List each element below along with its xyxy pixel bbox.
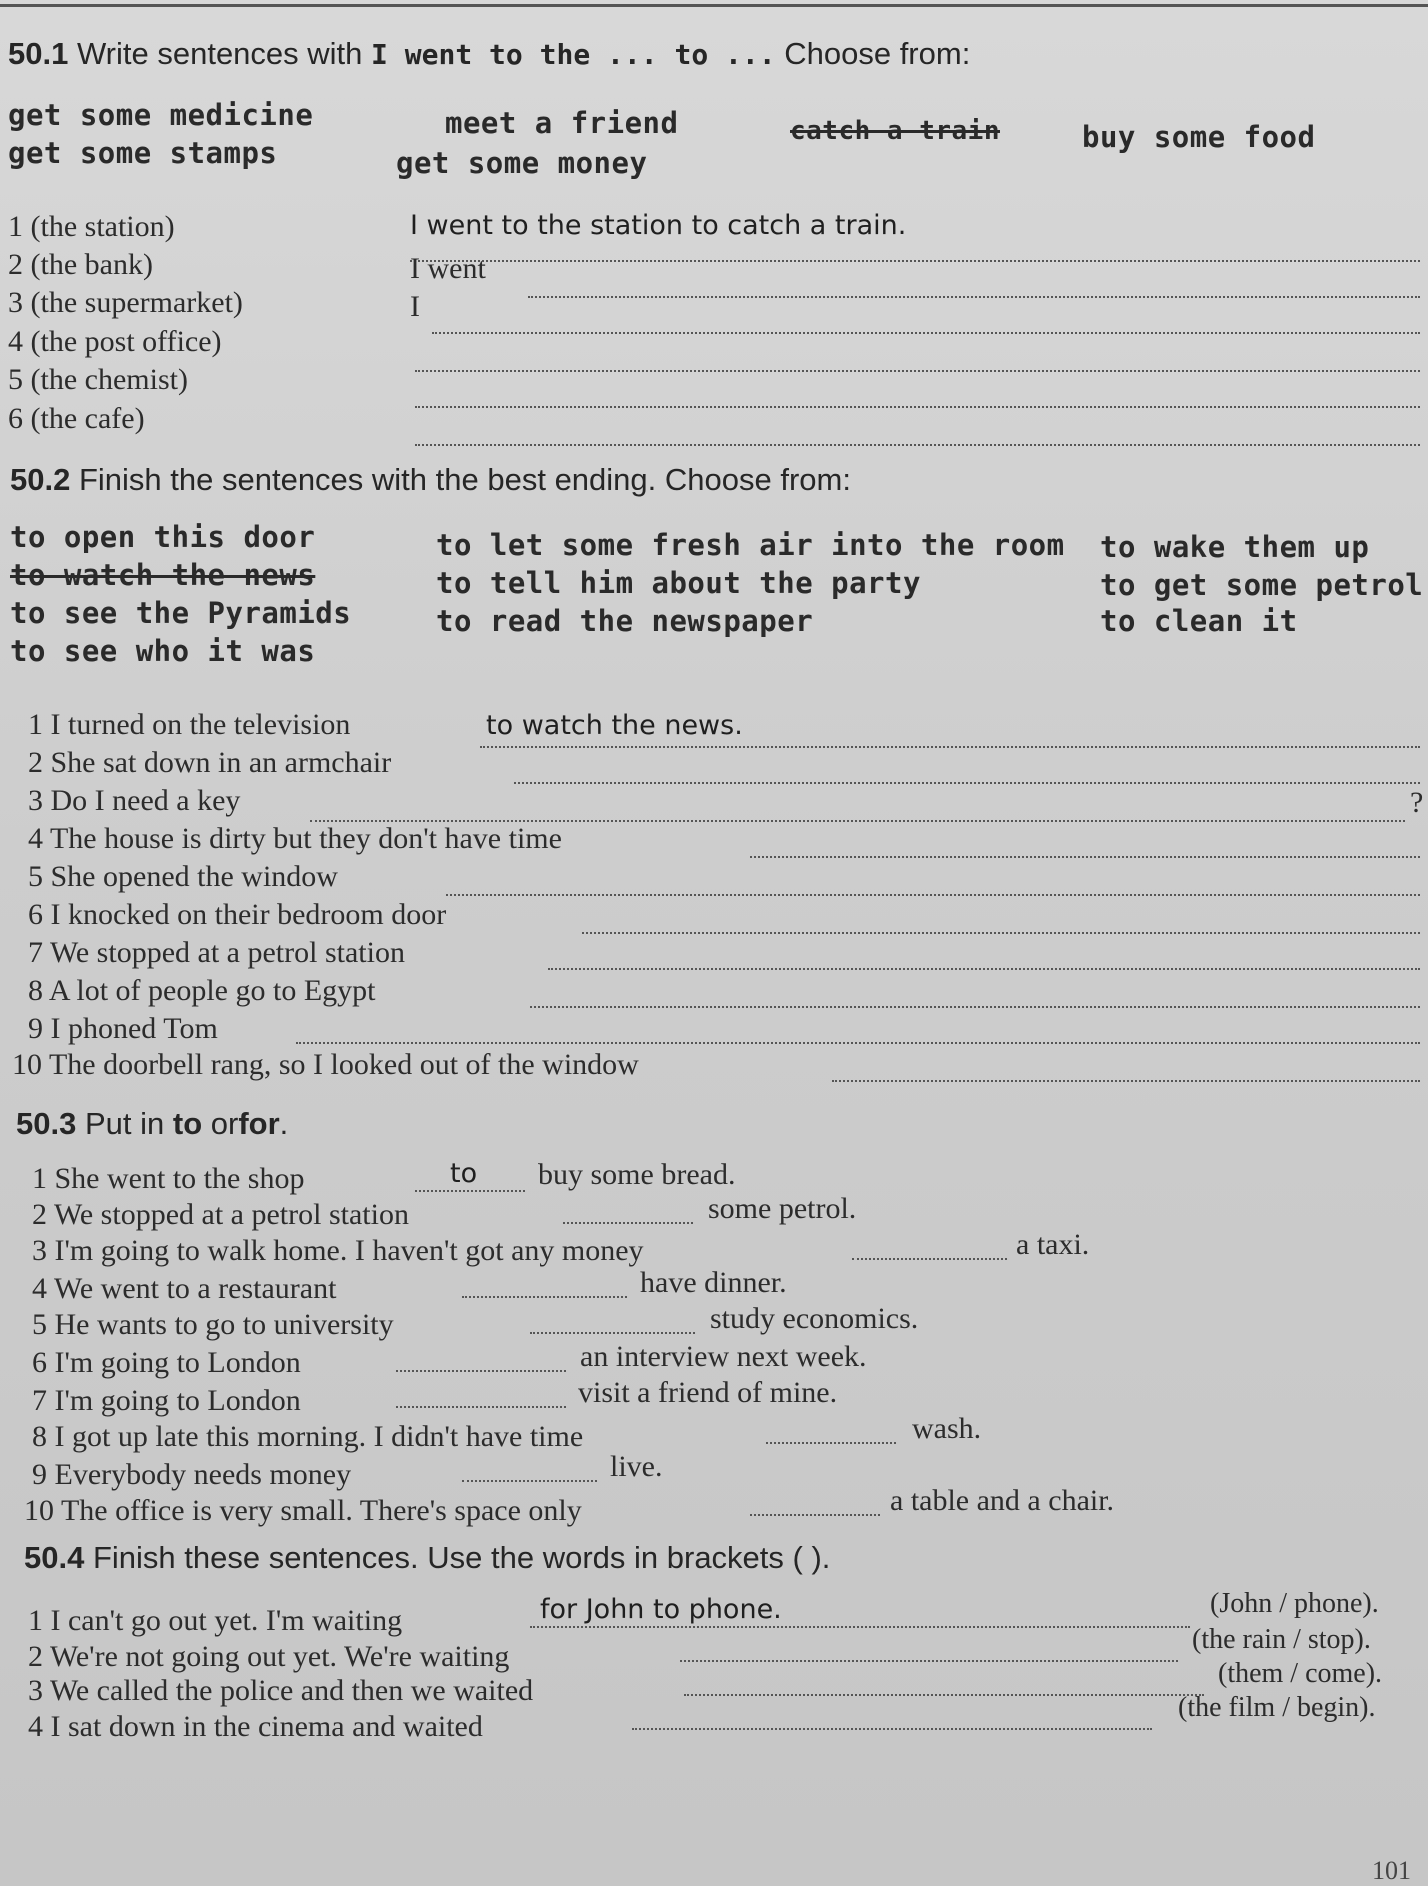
ex50-3-item-before: 2 We stopped at a petrol station: [32, 1198, 409, 1231]
exercise-50-4-heading: [24, 1540, 830, 1576]
answer-line: [462, 1296, 627, 1298]
option-get-some-money: get some money: [396, 146, 648, 180]
ex50-3-item-before: 4 We went to a restaurant: [32, 1272, 337, 1305]
answer-line: [396, 1370, 566, 1372]
ex50-3-item-after: wash.: [912, 1412, 982, 1445]
answer-line: [415, 1190, 525, 1192]
option-to-clean-it: to clean it: [1100, 604, 1298, 638]
ex50-1-item-label: 5 (the chemist): [8, 363, 188, 396]
ex50-2-item-text: 10 The doorbell rang, so I looked out of the window: [12, 1048, 639, 1081]
ex50-1-item-label: 3 (the supermarket): [8, 286, 243, 319]
ex50-3-item-before: 8 I got up late this morning. I didn't have time: [32, 1420, 584, 1453]
ex50-1-item-prefix: I went: [410, 252, 486, 285]
answer-line: [766, 1442, 896, 1444]
ex50-2-item-text: 8 A lot of people go to Egypt: [28, 974, 376, 1007]
option-buy-some-food: buy some food: [1082, 120, 1316, 154]
answer-line: [750, 1514, 880, 1516]
exercise-number: 50.3: [16, 1106, 77, 1141]
option-to-get-some-petrol: to get some petrol: [1100, 568, 1424, 602]
option-to-see-the-pyramids: to see the Pyramids: [10, 596, 352, 630]
option-get-some-stamps: get some stamps: [8, 136, 278, 170]
ex50-3-item-after: an interview next week.: [580, 1340, 867, 1373]
answer-line: [530, 1626, 1190, 1628]
answer-line: [396, 1406, 566, 1408]
ex50-3-item-before: 9 Everybody needs money: [32, 1458, 352, 1491]
ex50-4-item-hint: (the rain / stop).: [1192, 1624, 1371, 1655]
ex50-3-item-after: visit a friend of mine.: [578, 1376, 838, 1409]
ex50-3-item-before: 1 She went to the shop: [32, 1162, 305, 1195]
ex50-4-item-text: 4 I sat down in the cinema and waited: [28, 1710, 483, 1743]
answer-line: [410, 260, 1420, 262]
instruction-word-to: to: [172, 1106, 203, 1141]
ex50-1-item-label: 2 (the bank): [8, 248, 153, 281]
answer-line: [680, 1660, 1178, 1662]
answer-line: [632, 1728, 1152, 1730]
ex50-3-item-after: a table and a chair.: [890, 1484, 1115, 1517]
ex50-2-item-text: 3 Do I need a key: [28, 784, 241, 817]
ex50-2-item-text: 7 We stopped at a petrol station: [28, 936, 405, 969]
exercise-number: 50.1: [8, 36, 69, 71]
exercise-50-3-heading: [16, 1106, 288, 1142]
ex50-2-item-text: 4 The house is dirty but they don't have time: [28, 822, 562, 855]
answer-line: [462, 1480, 597, 1482]
exercise-50-1-heading: [8, 36, 970, 72]
option-to-wake-them-up: to wake them up: [1100, 530, 1370, 564]
instruction-text: or: [210, 1106, 239, 1141]
ex50-1-item-prefix: I: [410, 290, 420, 323]
ex50-4-item-text: 1 I can't go out yet. I'm waiting: [28, 1604, 403, 1637]
ex50-4-item-answer: for John to phone.: [540, 1594, 782, 1625]
ex50-4-item-hint: (them / come).: [1218, 1658, 1383, 1689]
instruction-period: .: [279, 1106, 289, 1141]
instruction-text: Finish these sentences. Use the words in brackets ( ).: [92, 1540, 831, 1575]
top-rule: [0, 4, 1428, 7]
answer-line: [415, 370, 1420, 372]
option-meet-a-friend: meet a friend: [445, 106, 679, 140]
instruction-text: Choose from:: [784, 36, 971, 71]
ex50-2-item-text: 2 She sat down in an armchair: [28, 746, 392, 779]
ex50-1-item-answer: I went to the station to catch a train.: [410, 210, 907, 241]
ex50-1-item-label: 4 (the post office): [8, 325, 222, 358]
ex50-2-item-text: 5 She opened the window: [28, 860, 338, 893]
ex50-3-item-before: 10 The office is very small. There's space only: [24, 1494, 582, 1527]
ex50-3-item-after: some petrol.: [708, 1192, 857, 1225]
ex50-3-item-after: buy some bread.: [538, 1158, 736, 1191]
answer-line: [684, 1694, 1204, 1696]
answer-line: [514, 782, 1420, 784]
ex50-1-item-label: 1 (the station): [8, 210, 175, 243]
question-mark: ?: [1410, 786, 1424, 819]
option-to-tell-him-about-the-party: to tell him about the party: [436, 566, 921, 600]
instruction-text: Finish the sentences with the best ending. Choose from:: [78, 462, 851, 497]
answer-line: [415, 406, 1420, 408]
instruction-text: Write sentences with: [76, 36, 363, 71]
answer-line: [750, 856, 1420, 858]
ex50-4-item-hint: (the film / begin).: [1178, 1692, 1376, 1723]
option-to-see-who-it-was: to see who it was: [10, 634, 316, 668]
ex50-3-item-after: have dinner.: [640, 1266, 787, 1299]
option-to-let-some-fresh-air: to let some fresh air into the room: [436, 528, 1065, 562]
page-number: 101: [1372, 1856, 1411, 1885]
ex50-3-item-after: a taxi.: [1016, 1228, 1090, 1261]
option-get-some-medicine: get some medicine: [8, 98, 314, 132]
answer-line: [480, 746, 1420, 748]
ex50-3-item-before: 7 I'm going to London: [32, 1384, 301, 1417]
answer-line: [530, 1332, 695, 1334]
ex50-2-item-text: 9 I phoned Tom: [28, 1012, 218, 1045]
option-to-watch-the-news-struck: to watch the news: [10, 558, 316, 592]
ex50-4-item-text: 3 We called the police and then we waited: [28, 1674, 534, 1707]
answer-line: [432, 332, 1420, 334]
ex50-3-item-before: 5 He wants to go to university: [32, 1308, 394, 1341]
answer-line: [415, 444, 1420, 446]
ex50-3-item-before: 6 I'm going to London: [32, 1346, 301, 1379]
exercise-50-2-heading: [10, 462, 851, 498]
ex50-3-item-before: 3 I'm going to walk home. I haven't got any money: [32, 1234, 644, 1267]
instruction-word-for: for: [238, 1106, 280, 1141]
answer-line: [528, 296, 1420, 298]
answer-line: [446, 894, 1420, 896]
instruction-bold: I went to the ... to ...: [371, 38, 776, 71]
ex50-3-item-after: live.: [610, 1450, 663, 1483]
answer-line: [548, 968, 1420, 970]
answer-line: [563, 1222, 693, 1224]
exercise-number: 50.2: [10, 462, 71, 497]
option-catch-a-train-struck: catch a train: [790, 116, 1000, 146]
answer-line: [582, 932, 1420, 934]
option-to-open-this-door: to open this door: [10, 520, 316, 554]
option-to-read-the-newspaper: to read the newspaper: [436, 604, 814, 638]
exercise-number: 50.4: [24, 1540, 85, 1575]
ex50-2-item-text: 6 I knocked on their bedroom door: [28, 898, 447, 931]
ex50-2-item-text: 1 I turned on the television: [28, 708, 351, 741]
answer-line: [530, 1006, 1420, 1008]
instruction-text: Put in: [84, 1106, 165, 1141]
ex50-3-item-after: study economics.: [710, 1302, 919, 1335]
answer-line: [852, 1258, 1007, 1260]
ex50-1-item-label: 6 (the cafe): [8, 402, 145, 435]
answer-line: [832, 1080, 1420, 1082]
ex50-4-item-text: 2 We're not going out yet. We're waiting: [28, 1640, 510, 1673]
ex50-3-item-answer: to: [450, 1158, 478, 1189]
ex50-2-item-answer: to watch the news.: [486, 710, 743, 741]
ex50-4-item-hint: (John / phone).: [1210, 1588, 1379, 1619]
answer-line: [296, 1042, 1420, 1044]
